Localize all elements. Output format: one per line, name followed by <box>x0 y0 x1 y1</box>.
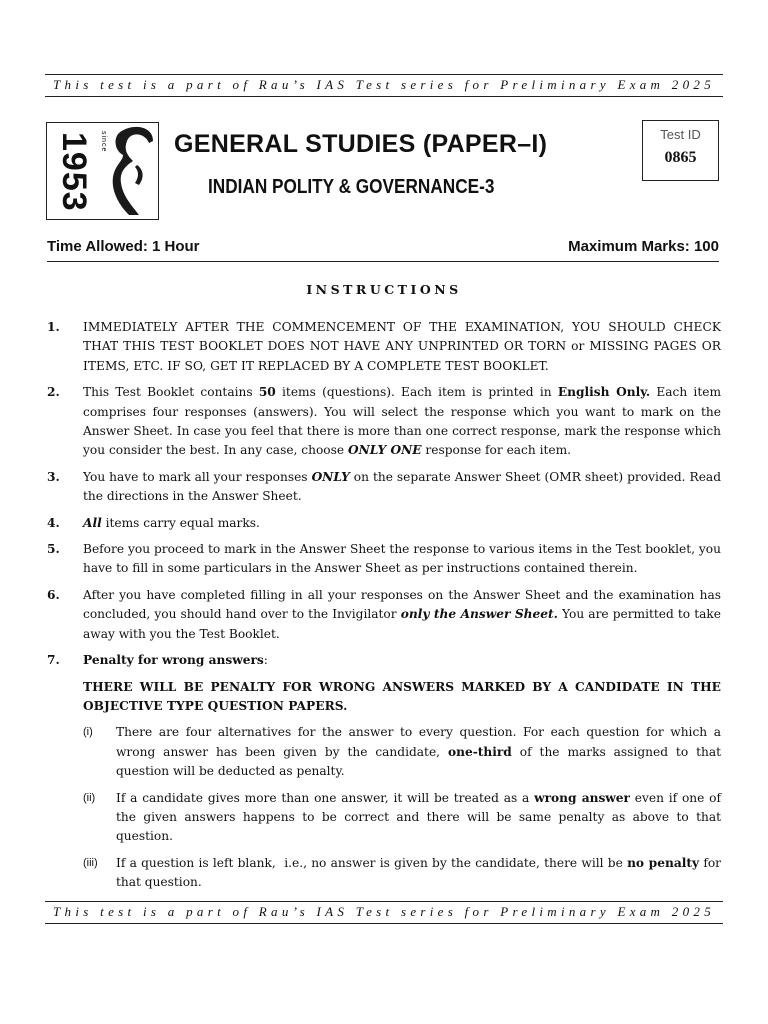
item-text: on the separate Answer Sheet (OMR sheet) provided. Read the directions in the Answer Sheet. <box>83 469 721 504</box>
instruction-item-5 <box>47 540 721 579</box>
test-id-box <box>642 120 719 181</box>
instruction-item-6 <box>47 586 721 644</box>
time-allowed: Time Allowed: 1 Hour <box>47 238 200 255</box>
logo-since: since <box>100 131 107 153</box>
instructions-heading: INSTRUCTIONS <box>306 282 462 297</box>
subitem-text: If a question is left blank, i.e., no answer is given by the candidate, there will be <box>116 855 628 870</box>
item-number: 2. <box>47 385 60 400</box>
subitem-emphasis: one-third <box>447 744 512 759</box>
item-emphasis: ONLY <box>311 469 350 484</box>
instruction-item-7 <box>47 651 721 892</box>
penalty-notice-text: THERE WILL BE PENALTY FOR WRONG ANSWERS MARKED BY A CANDIDATE IN THE OBJECTIVE TYPE QUESTION PAPERS. <box>83 679 721 713</box>
logo-year: 1953 <box>55 132 93 212</box>
item-emphasis: ONLY ONE <box>347 443 422 458</box>
subitem-number: (iii) <box>83 856 98 869</box>
item-text: items (questions). Each item is printed in <box>275 385 558 400</box>
maximum-marks: Maximum Marks: 100 <box>568 238 719 255</box>
item-number: 5. <box>47 542 60 557</box>
item-emphasis: English Only. <box>557 385 651 400</box>
face-profile-icon <box>109 125 157 217</box>
penalty-subitem-1 <box>83 723 721 781</box>
penalty-subitem-2 <box>83 789 721 847</box>
subitem-text: If a candidate gives more than one answer, it will be treated as a <box>116 790 535 805</box>
item-text: Before you proceed to mark in the Answer Sheet the response to various items in the Test booklet, you have to fill in some particulars in the Answer Sheet as per instructions contained therein. <box>83 542 721 576</box>
penalty-heading: Penalty for wrong answers <box>83 653 264 668</box>
item-text: You have to mark all your responses <box>83 469 312 484</box>
instruction-item-4 <box>47 514 721 533</box>
instruction-item-2 <box>47 383 721 461</box>
header-banner: This test is a part of Rau’s IAS Test series for Preliminary Exam 2025 <box>45 74 723 97</box>
subitem-text: There are four alternatives for the answer to every question. For each question for which a wrong answer has been given by the candidate, <box>116 725 721 759</box>
item-number: 7. <box>47 653 60 668</box>
item-number: 4. <box>47 515 60 530</box>
exam-meta-row <box>47 237 719 262</box>
item-text: IMMEDIATELY AFTER THE COMMENCEMENT OF THE EXAMINATION, YOU SHOULD CHECK THAT THIS TEST BOOKLET DOES NOT HAVE ANY UNPRINTED OR TORN or MISSING PAGES OR ITEMS, ETC. IF SO, GET IT REPLACED BY A COMPLETE TEST BOOKLET. <box>83 320 721 373</box>
test-id-value: 0865 <box>664 149 697 166</box>
item-text: items carry equal marks. <box>101 515 260 530</box>
instructions-list <box>47 318 721 900</box>
subitem-number: (ii) <box>83 791 96 804</box>
footer-banner: This test is a part of Rau’s IAS Test series for Preliminary Exam 2025 <box>45 901 723 924</box>
item-text: This Test Booklet contains <box>83 385 259 400</box>
subitem-number: (i) <box>83 726 93 739</box>
subitem-text: for that question. <box>116 855 721 890</box>
instruction-item-1 <box>47 318 721 376</box>
paper-subtitle: INDIAN POLITY & GOVERNANCE-3 <box>208 176 495 198</box>
item-text: : <box>263 653 268 668</box>
subitem-emphasis: no penalty <box>627 855 700 870</box>
penalty-subitem-3 <box>83 854 721 893</box>
item-text: Each item comprises four responses (answers). You will select the response which you want to mark on the Answer Sheet. In case you feel that there is more than one correct response, mark the response which you consider the best. In any case, choose <box>83 385 721 458</box>
item-text: You are permitted to take away with you the Test Booklet. <box>83 607 721 641</box>
item-number: 1. <box>47 320 60 334</box>
item-emphasis: All <box>83 515 102 530</box>
item-number: 6. <box>47 587 60 602</box>
subitem-emphasis: wrong answer <box>534 790 630 805</box>
item-number: 3. <box>47 469 60 484</box>
item-emphasis: only the Answer Sheet. <box>400 607 558 622</box>
item-text: response for each item. <box>421 443 572 458</box>
instruction-item-3 <box>47 468 721 507</box>
penalty-notice <box>83 678 721 717</box>
item-text: After you have completed filling in all your responses on the Answer Sheet and the examination has concluded, you should hand over to the Invigilator <box>83 587 721 622</box>
item-emphasis: 50 <box>258 385 276 400</box>
paper-title: GENERAL STUDIES (PAPER–I) <box>174 130 548 158</box>
subitem-text: even if one of the given answers happens to be correct and there will be same penalty as above to that question. <box>116 790 722 844</box>
subitem-text: of the marks assigned to that question will be deducted as penalty. <box>116 744 722 779</box>
institute-logo <box>46 122 159 220</box>
test-id-label: Test ID <box>660 127 701 142</box>
